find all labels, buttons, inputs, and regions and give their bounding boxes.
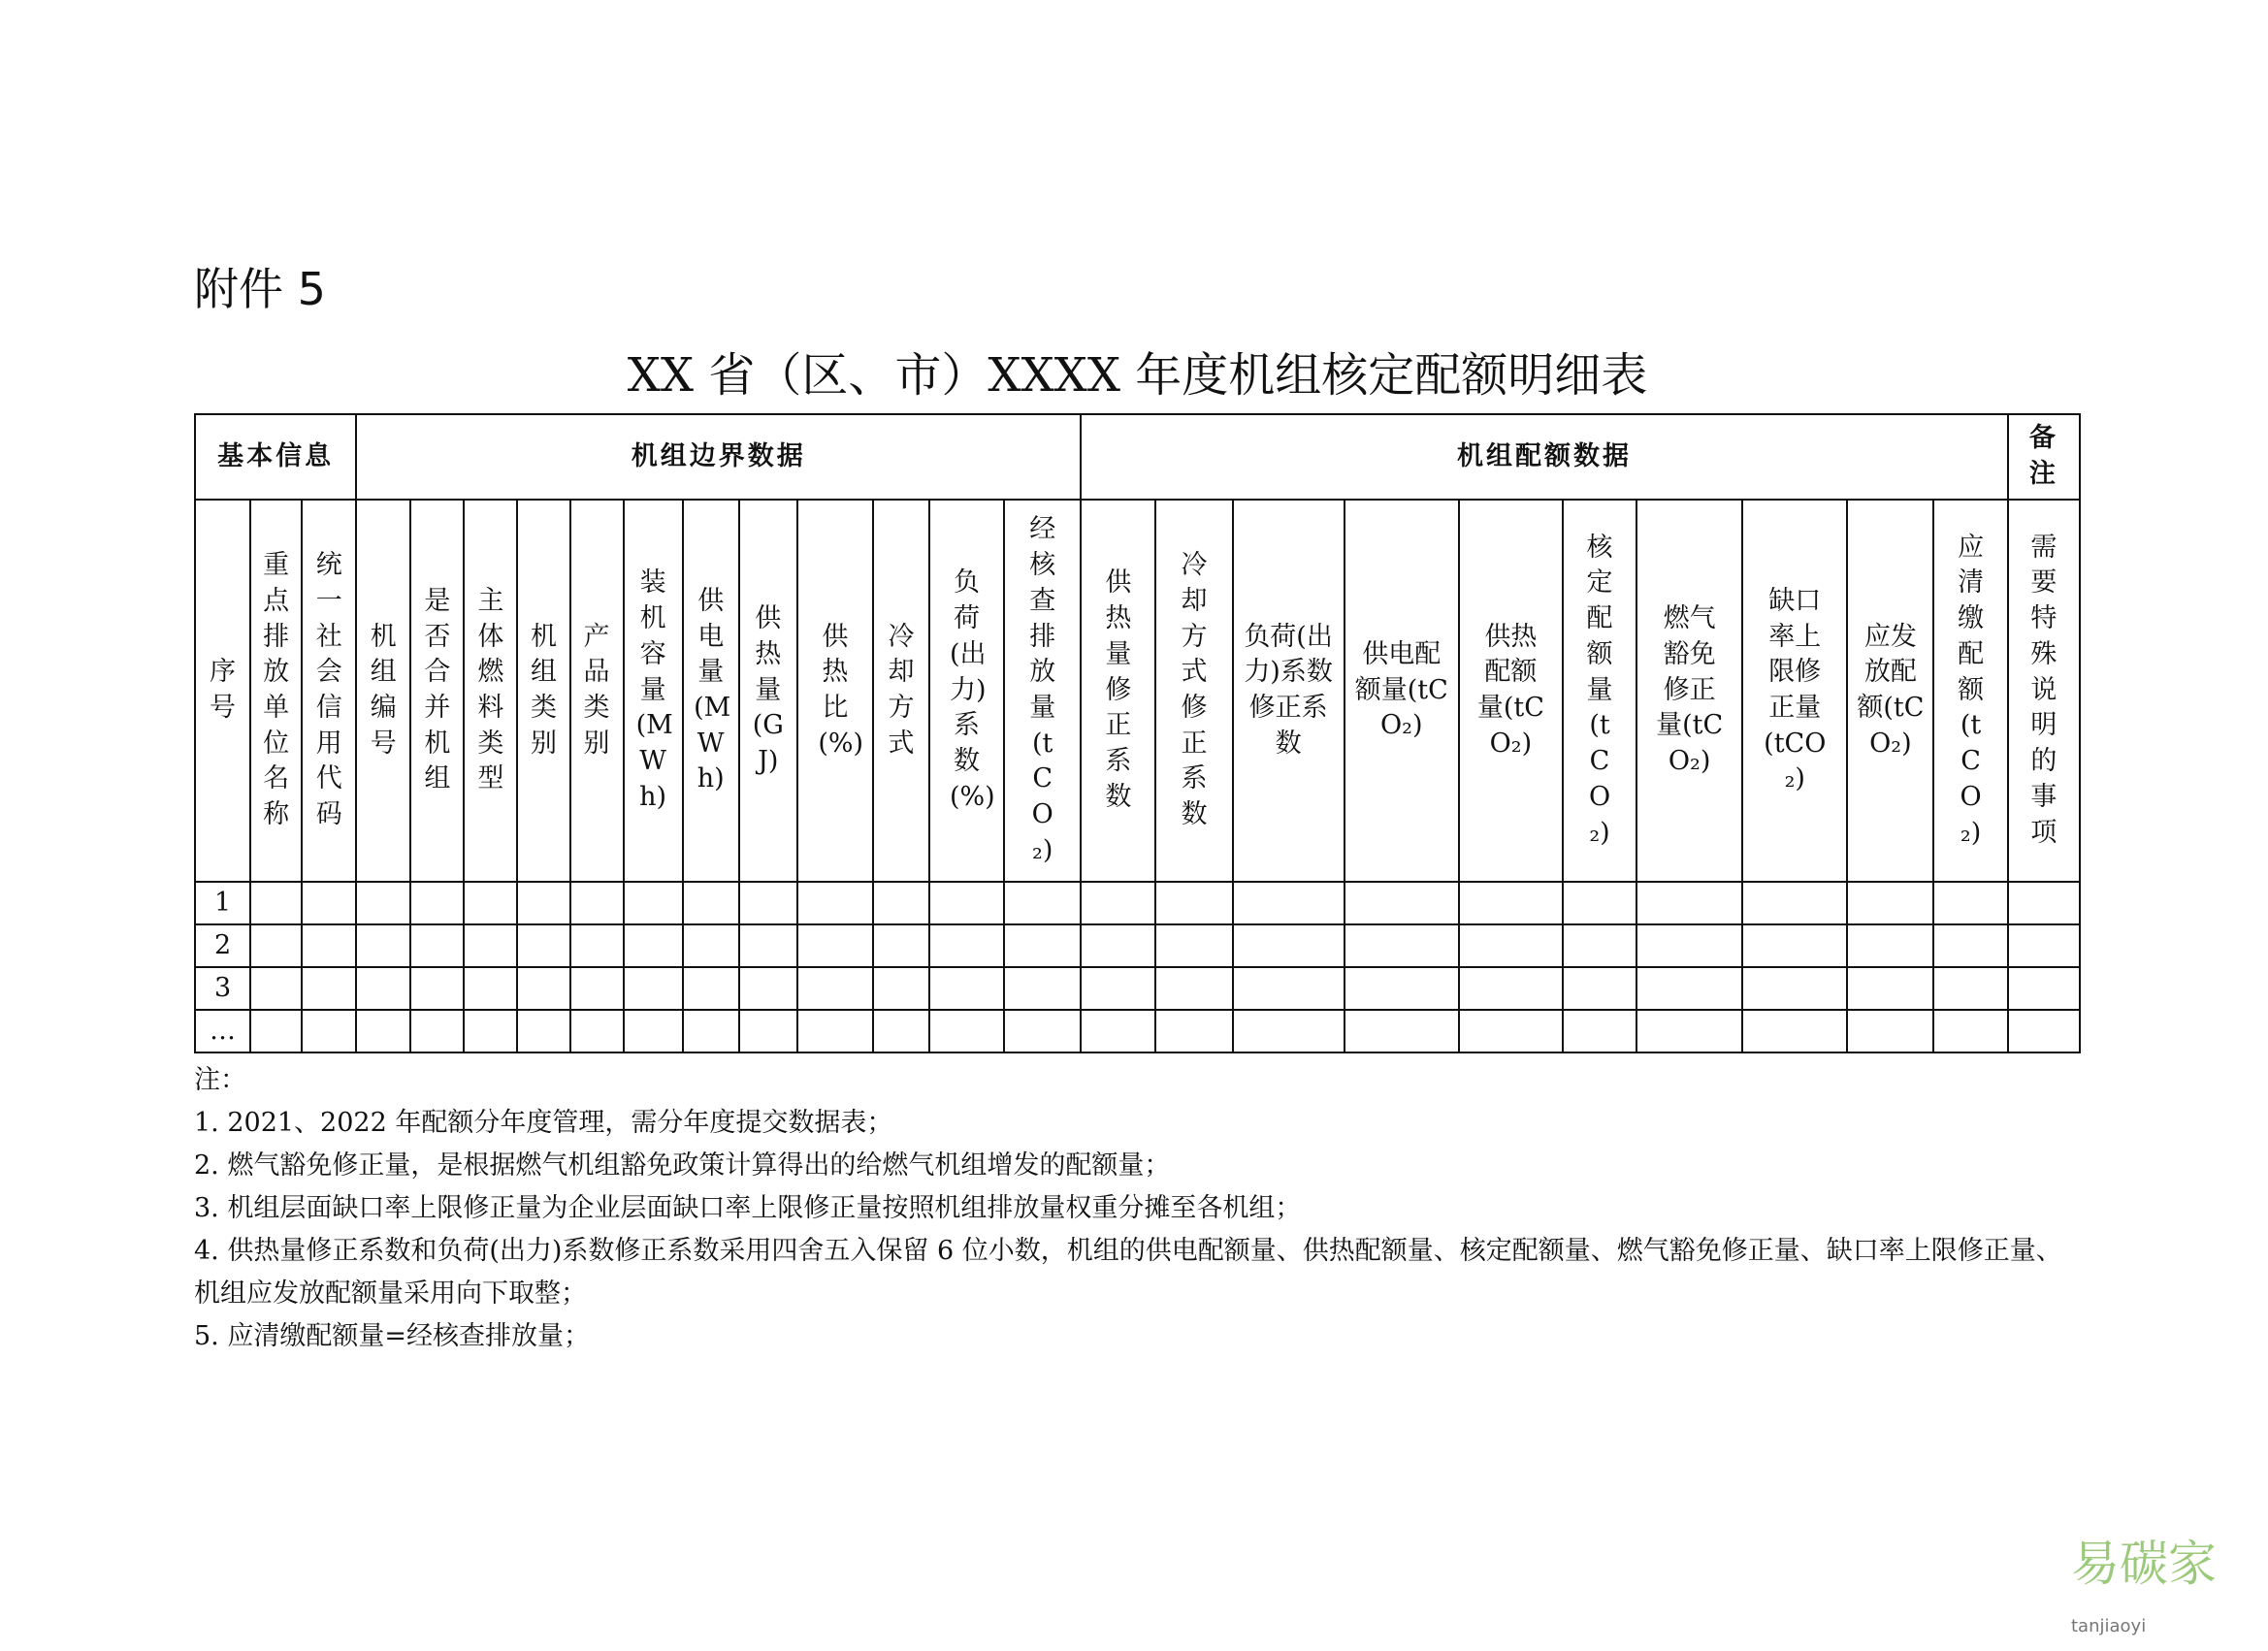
notes-heading: 注： <box>194 1065 246 1095</box>
col-cooling-correction: 冷却方式修正系数 <box>1155 500 1232 882</box>
table-row <box>195 882 2080 924</box>
col-power-supply: 供电量(MWh) <box>683 500 739 882</box>
note-3: 3. 机组层面缺口率上限修正量为企业层面缺口率上限修正量按照机组排放量权重分摊至各机组； <box>194 1193 1302 1223</box>
group-quota-data: 机组配额数据 <box>1081 414 2007 500</box>
col-special-notes: 需要特殊说明的事项 <box>2008 500 2080 882</box>
group-boundary-data: 机组边界数据 <box>356 414 1081 500</box>
col-verified-quota: 核定配额量(tCO₂) <box>1563 500 1636 882</box>
row-label: 3 <box>195 967 250 1010</box>
col-credit-code: 统一社会信用代码 <box>302 500 356 882</box>
col-product-category: 产品类别 <box>570 500 624 882</box>
note-1: 1. 2021、2022 年配额分年度管理，需分年度提交数据表； <box>194 1108 893 1138</box>
note-4: 4. 供热量修正系数和负荷(出力)系数修正系数采用四舍五入保留 6 位小数，机组的供电配额量、供热配额量、核定配额量、燃气豁免修正量、缺口率上限修正量、机组应发放配额量采用向下取整； <box>194 1236 2062 1309</box>
quota-detail-table <box>194 413 2081 1053</box>
col-fuel-type: 主体燃料类型 <box>464 500 517 882</box>
col-gas-exemption: 燃气豁免修正量(tCO₂) <box>1636 500 1742 882</box>
attachment-label: 附件 5 <box>194 263 326 315</box>
col-cooling-method: 冷却方式 <box>873 500 929 882</box>
col-surrender-quota: 应清缴配额(tCO₂) <box>1933 500 2007 882</box>
watermark-logo: 易碳家tanjiaoyi <box>2071 1536 2217 1636</box>
table-row <box>195 924 2080 967</box>
col-verified-emissions: 经核查排放量(tCO₂) <box>1004 500 1081 882</box>
col-heat-supply: 供热量(GJ) <box>739 500 797 882</box>
col-load-correction: 负荷(出力)系数修正系数 <box>1233 500 1345 882</box>
row-label: … <box>195 1010 250 1052</box>
col-allocated-quota: 应发放配额(tCO₂) <box>1847 500 1933 882</box>
group-basic-info: 基本信息 <box>195 414 356 500</box>
col-seq: 序号 <box>195 500 250 882</box>
group-remark: 备注 <box>2008 414 2080 500</box>
col-heat-quota: 供热配额量(tCO₂) <box>1459 500 1563 882</box>
column-header-row <box>195 500 2080 882</box>
notes-section <box>194 1059 2086 1358</box>
group-header-row <box>195 414 2080 500</box>
table-title: XX 省（区、市）XXXX 年度机组核定配额明细表 <box>627 348 1648 403</box>
col-installed-capacity: 装机容量(MWh) <box>624 500 683 882</box>
note-5: 5. 应清缴配额量=经核查排放量； <box>194 1321 590 1351</box>
note-2: 2. 燃气豁免修正量，是根据燃气机组豁免政策计算得出的给燃气机组增发的配额量； <box>194 1150 1171 1181</box>
table-row <box>195 1010 2080 1052</box>
col-heat-correction: 供热量修正系数 <box>1081 500 1155 882</box>
col-load-factor: 负荷(出力)系数(%) <box>929 500 1004 882</box>
col-entity-name: 重点排放单位名称 <box>250 500 302 882</box>
col-heat-ratio: 供热比(%) <box>797 500 873 882</box>
row-label: 1 <box>195 882 250 924</box>
col-unit-category: 机组类别 <box>517 500 569 882</box>
row-label: 2 <box>195 924 250 967</box>
col-power-quota: 供电配额量(tCO₂) <box>1345 500 1459 882</box>
col-unit-number: 机组编号 <box>356 500 410 882</box>
table-row <box>195 967 2080 1010</box>
col-gap-rate-correction: 缺口率上限修正量(tCO₂) <box>1742 500 1847 882</box>
col-merged-unit: 是否合并机组 <box>410 500 464 882</box>
